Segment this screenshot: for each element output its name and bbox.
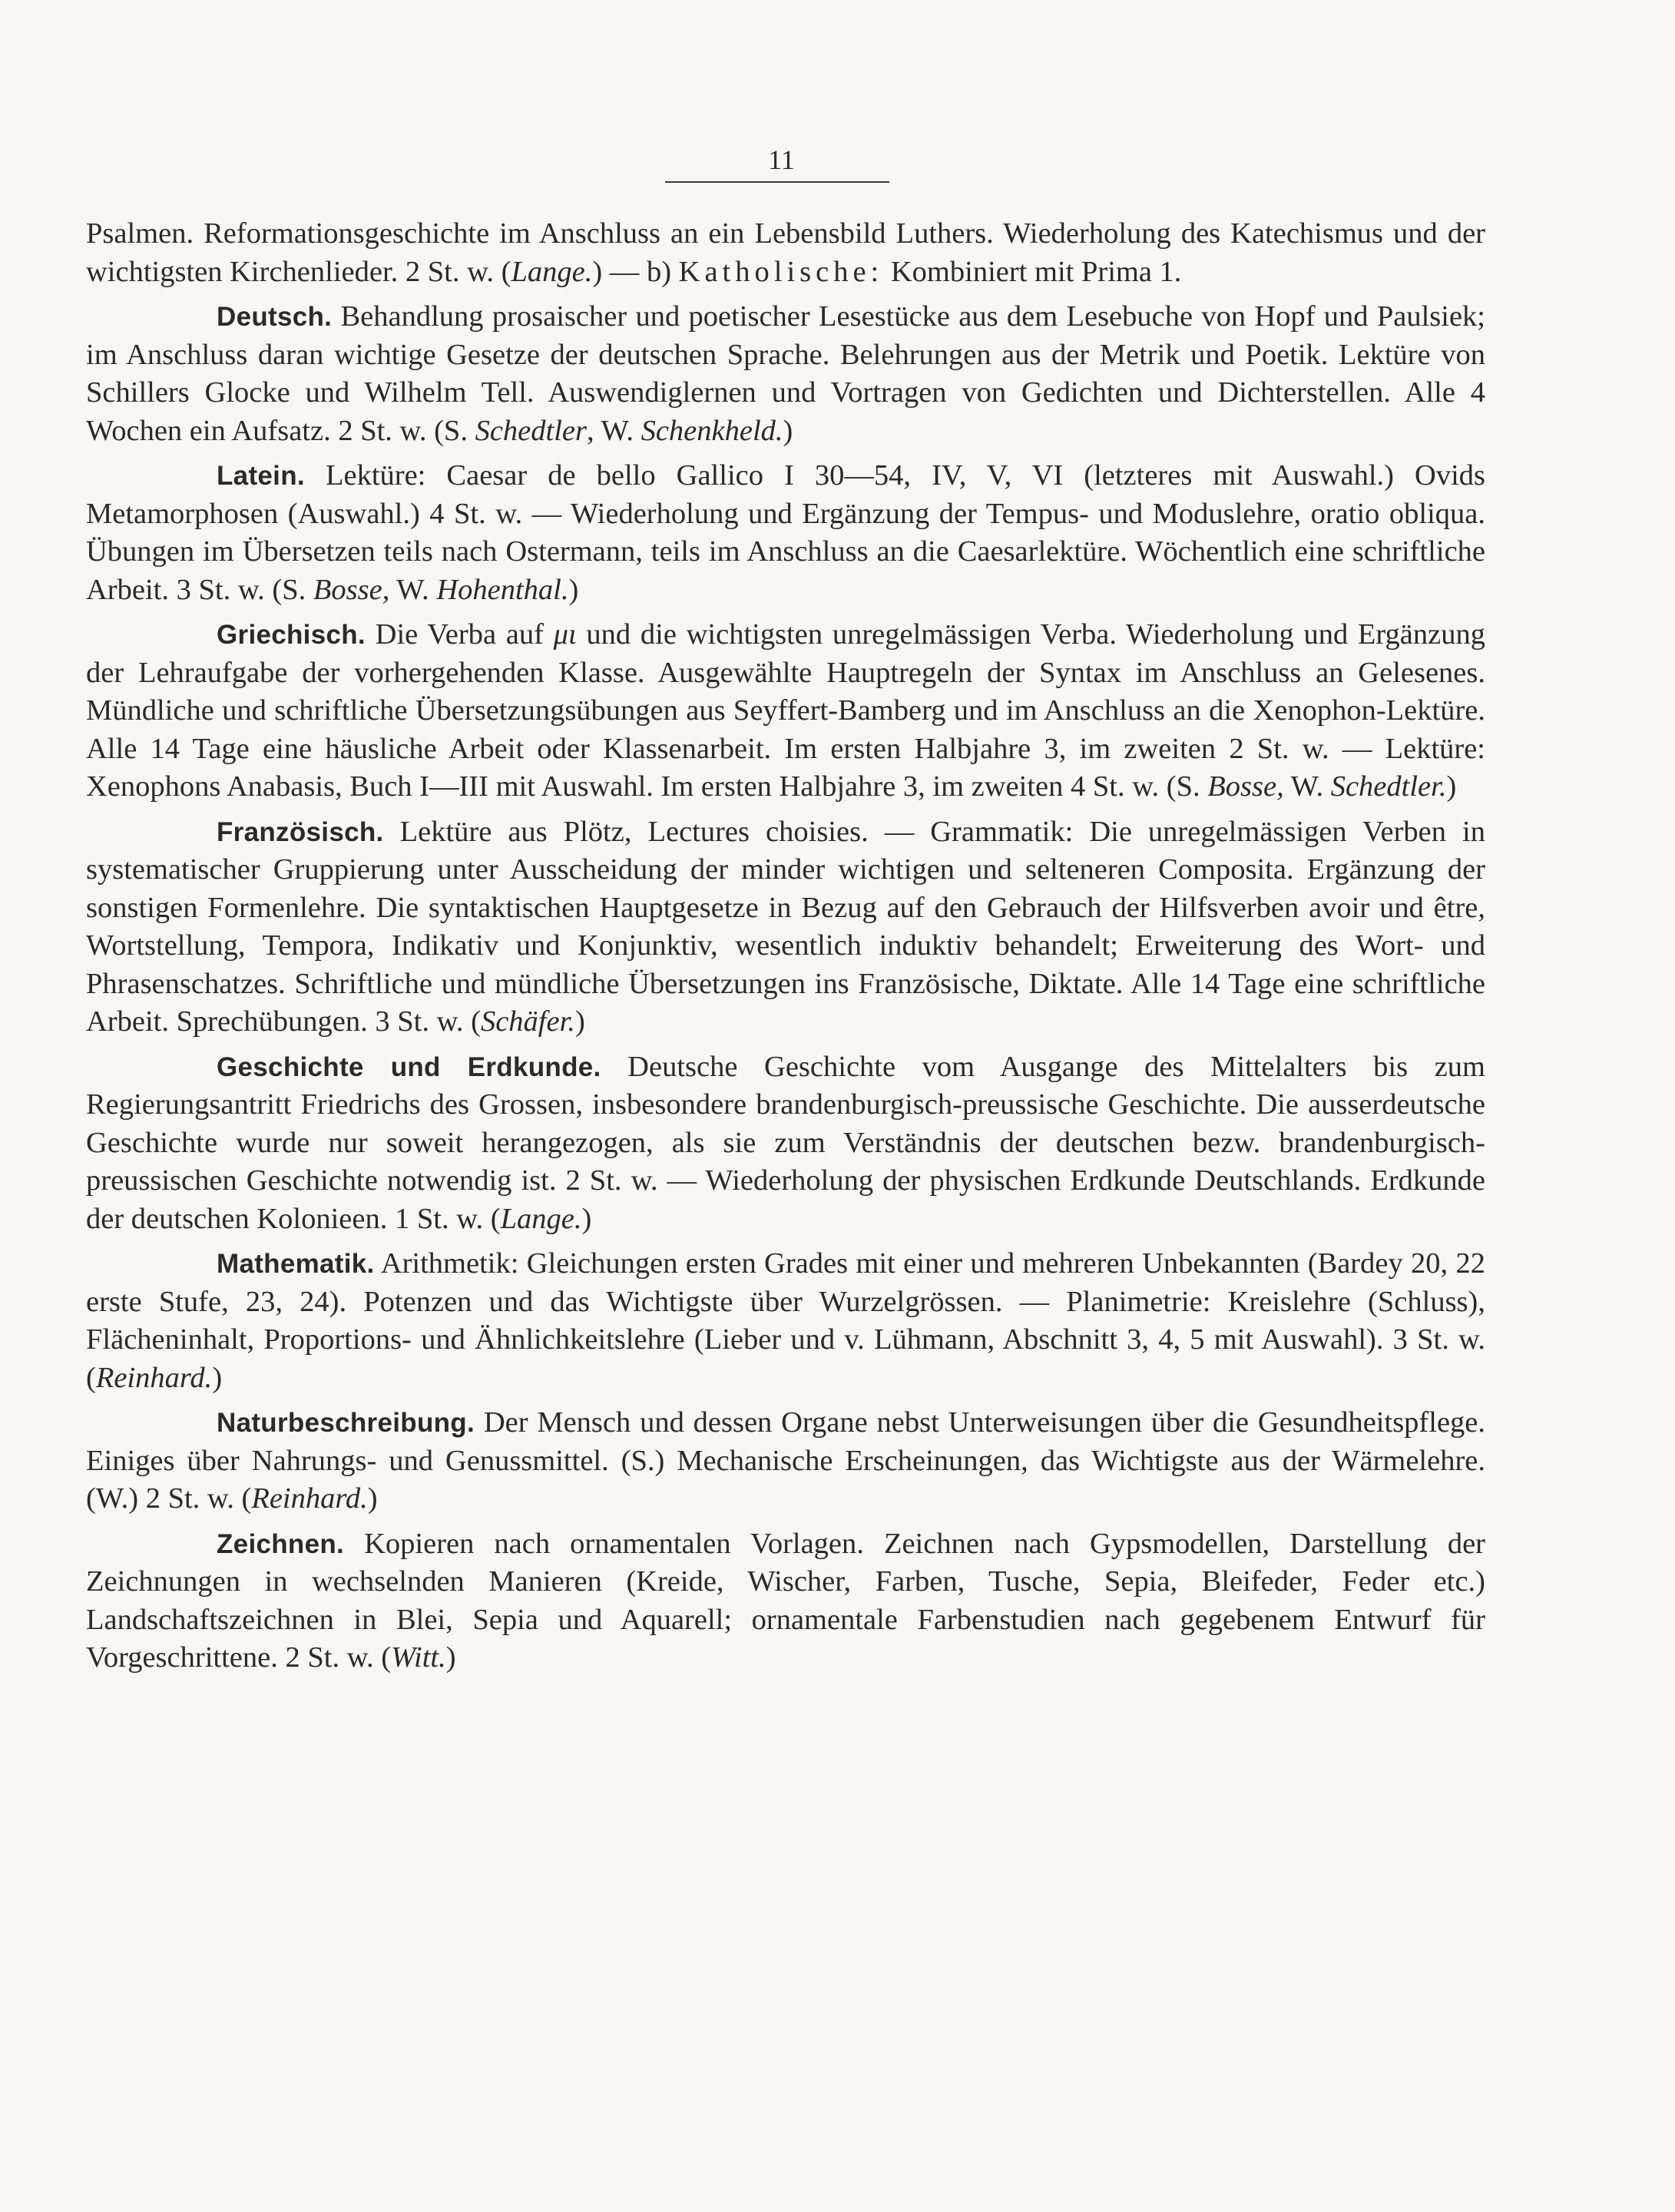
paragraph-religion: Psalmen. Reformationsgeschichte im Anschluss an ein Lebensbild Luthers. Wiederholung des Katechismus und der wichtigsten Kirchenlieder. 2 St. w. (Lange.) — b) Katholische: Kombiniert mit Prima 1.: [86, 217, 1485, 288]
section-mathematik: Mathematik. Arithmetik: Gleichungen ersten Grades mit einer und mehreren Unbekannten (Bardey 20, 22 erste Stufe, 23, 24). Potenzen und das Wichtigste über Wurzelgrössen. — Planimetrie: Kreislehre (Schluss), Flächeninhalt, Proportions- und Ähnlichkeitslehre (Lieber und v. Lühmann, Abschnitt 3, 4, 5 mit Auswahl). 3 St. w. (Reinhard.): [86, 1247, 1485, 1394]
header-rule: [665, 181, 889, 183]
page-number: 11: [768, 144, 795, 175]
section-heading: Latein.: [217, 461, 305, 491]
section-heading: Zeichnen.: [217, 1528, 345, 1559]
section-naturbeschreibung: Naturbeschreibung. Der Mensch und dessen Organe nebst Unterweisungen über die Gesundheitspflege. Einiges über Nahrungs- und Genussmittel. (S.) Mechanische Erscheinungen, das Wichtigste aus der Wärmelehre. (W.) 2 St. w. (Reinhard.): [86, 1406, 1485, 1515]
section-zeichnen: Zeichnen. Kopieren nach ornamentalen Vorlagen. Zeichnen nach Gypsmodellen, Darstellung der Zeichnungen in wechselnden Manieren (Kreide, Wischer, Farben, Tusche, Sepia, Bleifeder, Feder etc.) Landschaftszeichnen in Blei, Sepia und Aquarell; ornamentale Farbenstudien nach gegebenem Entwurf für Vorgeschrittene. 2 St. w. (Witt.): [86, 1527, 1485, 1674]
section-heading: Naturbeschreibung.: [217, 1408, 475, 1438]
section-franzoesisch: Französisch. Lektüre aus Plötz, Lectures choisies. — Grammatik: Die unregelmässigen Verben in systematischer Gruppierung unter Ausscheidung der minder wichtigen und selteneren Composita. Ergänzung der sonstigen Formenlehre. Die syntaktischen Hauptgesetze in Bezug auf den Gebrauch der Hilfsverben avoir und être, Wortstellung, Tempora, Indikativ und Konjunktiv, wesentlich induktiv behandelt; Erweiterung des Wort- und Phrasenschatzes. Schriftliche und mündliche Übersetzungen ins Französische, Diktate. Alle 14 Tage eine schriftliche Arbeit. Sprechübungen. 3 St. w. (Schäfer.): [86, 815, 1485, 1038]
section-heading: Griechisch.: [217, 620, 366, 650]
section-heading: Mathematik.: [217, 1249, 375, 1279]
body-text: [86, 215, 1485, 1677]
section-heading: Französisch.: [217, 816, 384, 847]
section-geschichte: Geschichte und Erdkunde. Deutsche Geschichte vom Ausgange des Mittelalters bis zum Regierungsantritt Friedrichs des Grossen, insbesondere brandenburgisch-preussische Geschichte. Die ausserdeutsche Geschichte wurde nur soweit herangezogen, als sie zum Verständnis der deutschen bezw. brandenburgisch-preussischen Geschichte notwendig ist. 2 St. w. — Wiederholung der physischen Erdkunde Deutschlands. Erdkunde der deutschen Kolonieen. 1 St. w. (Lange.): [86, 1050, 1485, 1235]
section-heading: Deutsch.: [217, 302, 333, 332]
section-deutsch: Deutsch. Behandlung prosaischer und poetischer Lesestücke aus dem Lesebuche von Hopf und Paulsiek; im Anschluss daran wichtige Gesetze der deutschen Sprache. Belehrungen aus der Metrik und Poetik. Lektüre von Schillers Glocke und Wilhelm Tell. Auswendiglernen und Vortragen von Gedichten und Dichterstellen. Alle 4 Wochen ein Aufsatz. 2 St. w. (S. Schedtler, W. Schenkheld.): [86, 300, 1485, 447]
section-griechisch: Griechisch. Die Verba auf μι und die wichtigsten unregelmässigen Verba. Wiederholung und Ergänzung der Lehraufgabe der vorhergehenden Klasse. Ausgewählte Hauptregeln der Syntax im Anschluss an Gelesenes. Mündliche und schriftliche Übersetzungsübungen aus Seyffert-Bamberg und im Anschluss an die Xenophon-Lektüre. Alle 14 Tage eine häusliche Arbeit oder Klassenarbeit. Im ersten Halbjahre 3, im zweiten 2 St. w. — Lektüre: Xenophons Anabasis, Buch I—III mit Auswahl. Im ersten Halbjahre 3, im zweiten 4 St. w. (S. Bosse, W. Schedtler.): [86, 618, 1485, 803]
section-latein: Latein. Lektüre: Caesar de bello Gallico I 30—54, IV, V, VI (letzteres mit Auswahl.) Ovids Metamorphosen (Auswahl.) 4 St. w. — Wiederholung und Ergänzung der Tempus- und Moduslehre, oratio obliqua. Übungen im Übersetzen teils nach Ostermann, teils im Anschluss an die Caesarlektüre. Wöchentlich eine schriftliche Arbeit. 3 St. w. (S. Bosse, W. Hohenthal.): [86, 459, 1485, 606]
section-heading: Geschichte und Erdkunde.: [217, 1051, 601, 1082]
